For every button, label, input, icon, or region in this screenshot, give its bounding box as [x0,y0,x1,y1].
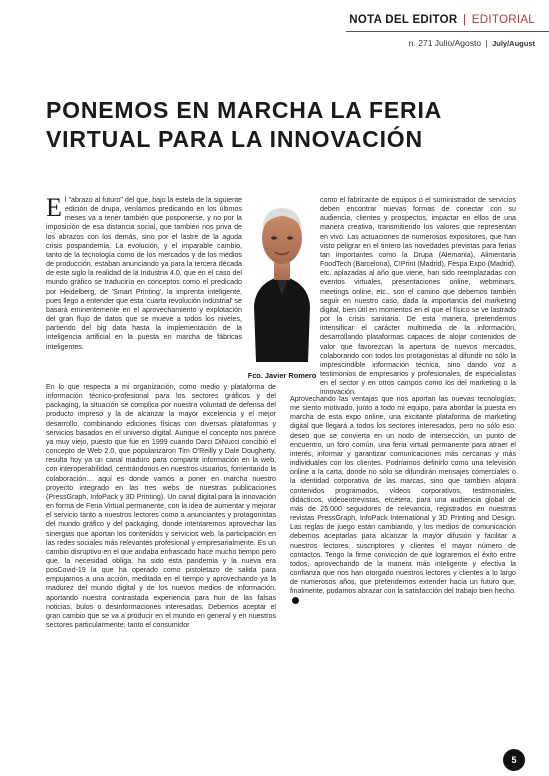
right-bottom-text: Aprovechando las ventajas que nos aportan las nuevas tecnologías; me siento motivado, junto a todo mi equipo, para abordar la puesta en marcha de esta expo online, una excitante plataforma de marketing digital que llegará a todos los sectores interesados, pero no sólo eso: deseo que se convierta en un nodo de intersección, un punto de encuentro, un foro común, una feria virtual permanente para atraer el interés, informar y garantizar comunicaciones más cercanas y más individuales con los clientes. Podríamos definirlo como una televisión online a la carta, donde no sólo se difundirán mensajes comerciales o la identidad corporativa de las marcas, sino que también alojará contenidos programados, vídeos corporativos, testimoniales, didácticos, videoentrevistas, etcétera, para una audiencia global de más de 25.000 seguidores de relevancia, registrados en nuestras revistas PressGraph, InfoPack International y 3D Printing and Design. Las reglas de juego están cambiando, y los medios de comunicación debemos aceptarlas para alcanzar la mayor difusión y facilitar a nuestros lectores, suscriptores y clientes el mayor número de contactos. Tengo la firme convicción de que lograremos el éxito entre todos, aprovechando de la manera más inteligente y efectiva la confianza que nos han otorgado nuestros lectores y clientes a lo largo de numerosos años, que pretendemos extender hacia un futuro que, finalmente, podamos abrazar con la satisfacción del trabajo bien hecho. [290,395,516,596]
right-column-top [320,196,516,397]
issue-separator: | [485,38,488,48]
page-number: 5 [503,749,525,771]
author-photo [242,186,322,362]
right-column-bottom [290,395,516,739]
drop-cap: E [46,193,62,222]
section-label: NOTA DEL EDITOR [349,14,458,26]
left-column-bottom [46,383,276,739]
end-of-article-mark [292,597,299,604]
photo-caption: Fco. Javier Romero [247,371,317,380]
left-column-top [46,193,242,378]
left-top-text: l "abrazo al futuro" del que, bajo la estela de la siguiente edición de drupa, veníamos predicando en los últimos meses va a tener también que posponerse, y no por la imposición de esa distancia social, que también nos priva de los abrazos con los demás, sino por el lastre de la aguda crisis pospandemia. La evolución, y el imparable cambio, tanto de la tecnología como de los mercados y de los medios de producción, estaban anunciando ya para la tercera década de este siglo la realidad de la Industria 4.0, que en el caso del mundo gráfico se traduciría en conceptos como el predicado por Heidelberg, de 'Smart Printing', la imprenta inteligente, pues llego a entender que esta 'cuarta revolución industrial' se basará eminentemente en el aprovechamiento y explotación del gran flujo de datos que se mueve a todos los niveles, partiendo del big data hasta la implementación de la inteligencia artificial en la puesta en marcha de fábricas inteligentes. [46,196,242,351]
article-title: PONEMOS EN MARCHA LA FERIA VIRTUAL PARA LA INNOVACIÓN [46,97,442,152]
issue-info [409,38,535,48]
category-label: EDITORIAL [471,14,535,26]
issue-spanish: n. 271 Julio/Agosto [408,38,482,48]
header-separator: | [463,14,467,26]
issue-english: July/August [492,39,535,48]
portrait-image [242,186,322,362]
section-heading [349,14,535,26]
left-bottom-text: En lo que respecta a mi organización, como medio y plataforma de información técnico-profesional para los sectores gráficos y del packaging, la situación se complica por nuestra voluntad de defensa del producto impreso y la de alcanzar la mayor excelencia y el mejor desarrollo, combinando ediciones físicas con diversas plataformas y servicios basados en el universo digital. Aunque el concepto nos parece ya muy viejo, puesto que fue en 1999 cuando Darci DiNucci concibió el concepto de Web 2.0, que popularizaron Tim O'Reilly y Dale Dougherty, resulta hoy ya un canal maduro para compartir información en la web, con interoperabilidad, centrándonos en nuestros usuarios, fomentando la colaboración… aquí es donde vamos a poner en marcha nuestro proyecto integrado en las tres webs de nuestras publicaciones (PressGraph, InfoPack y 3D Printing). Un canal digital para la innovación en forma de Feria Virtual permanente, con la idea de aumentar y mejorar el servicio tanto a nuestros lectores como a anunciantes y protagonistas del mundo gráfico y del packaging, donde intentaremos aprovechar las sinergias que aportan los contenidos y servicios web, la participación en las redes sociales más relevantes profesional y empresarialmente. Es un cambio disruptivo en el que andaba enfrascado hace mucho tiempo pero que, la necesidad obliga, ha sido esta pandemia y la nueva era posCovid-19 la que ha operado como pistoletazo de salida para empujarnos a una acción, meditada en el tiempo y aprovechando ya la madurez del mundo digital y de los nuevos medios de información, aportando nuestra contrastada experiencia para huir de las falsas noticias, bulos o desinformaciones interesadas. Debemos aceptar el gran cambio que se va a producir en el mundo en general y en nuestros sectores particularmente: tanto el consumidor [46,383,276,630]
header-rule [346,31,549,32]
page-header [349,14,535,26]
right-top-text: como el fabricante de equipos o el suministrador de servicios deben encontrar nuevas formas de conectar con su audiencia, clientes y prospectos, impactar en ellos de una manera creativa, transmitiendo los valores que representan en vivo. Las actuaciones de numerosos expositores, que han visto peligrar en el tintero las novedades previstas para ferias tan importantes como la Drupa (Alemania), Alimentaria FoodTech (Barcelona), C!Print (Madrid), Fespa Expo (Madrid), etc. aplazadas al año que viene, han sido reemplazadas con eventos virtuales, presentaciones online, webminars, meetings online, etc., son el camino que debemos también seguir en nuestro caso, dada la importancia del marketing digital, bien útil en momentos en el que el físico se ve lastrado por la crisis sanitaria. De esta manera, pretendemos intensificar el carácter multimedia de la información, desarrollando plataformas capaces de alojar contenidos de valor que favorezcan la apertura de nuevos mercados, colaborando con todos los protagonistas al difundir no sólo la imprescindible información técnica, sino dando voz a testimonios de empresarios y profesionales, de especialistas en el sector y en otros campos como los del marketing o la innovación. [320,196,516,397]
